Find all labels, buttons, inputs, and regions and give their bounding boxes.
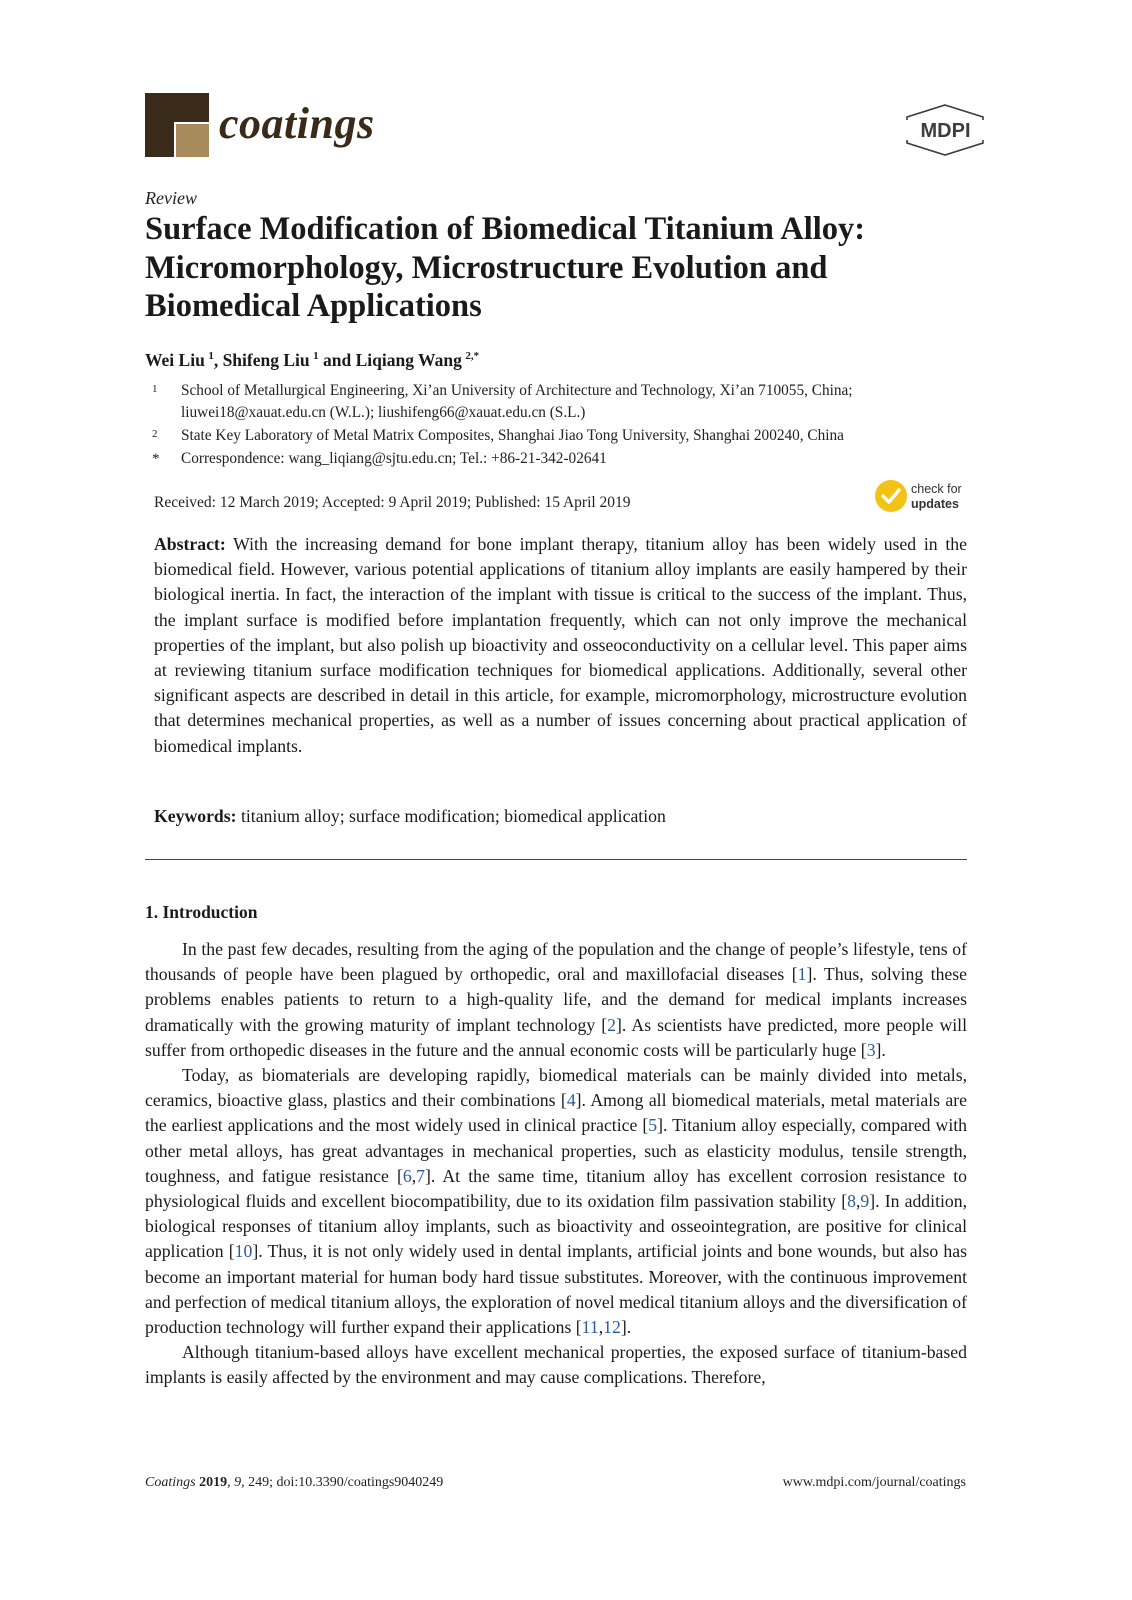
citation-link[interactable]: 8 [847, 1191, 856, 1212]
body-paragraph [145, 1340, 967, 1390]
body-paragraph [145, 937, 967, 1063]
body-text-run: ]. At the same time, titanium alloy has excellent corrosion resistance to physiological fluids and excellent biocompatibility, due to its oxidation film passivation stability [ [145, 1165, 967, 1212]
footer-volume: 9 [234, 1475, 242, 1490]
logo-light-square [174, 122, 209, 157]
abstract-text: With the increasing demand for bone implant therapy, titanium alloy has been widely used in the biomedical field. However, various potential applications of titanium alloy implants are easily hampered by their biological inertia. In fact, the interaction of the implant with tissue is critical to the success of the implant. Thus, the implant surface is modified before implantation frequently, which can not only improve the mechanical properties of the implant, but also polish up bioactivity and osseoconductivity on a cellular level. This paper aims at reviewing titanium surface modification techniques for biomedical applications. Additionally, several other significant aspects are described in detail in this article, for example, micromorphology, microstructure evolution that determines mechanical properties, as well as a number of issues concerning about practical application of biomedical implants. [154, 534, 967, 756]
article-title [145, 210, 1025, 326]
check-for-updates-button[interactable] [875, 480, 975, 516]
checkmark-icon [875, 480, 907, 512]
footer-url[interactable]: www.mdpi.com/journal/coatings [782, 1475, 966, 1490]
citation-link[interactable]: 12 [603, 1317, 621, 1338]
author-separator: , [213, 350, 223, 370]
body-text-run: ]. [620, 1317, 632, 1338]
mdpi-logo-text: MDPI [920, 120, 971, 142]
citation-link[interactable]: 10 [234, 1241, 253, 1262]
affiliation-mark: 1 [152, 383, 158, 395]
footer-year: 2019 [199, 1475, 228, 1490]
title-line: Surface Modification of Biomedical Titanium Alloy: [145, 211, 866, 247]
citation-link[interactable]: 3 [866, 1039, 876, 1060]
footer-citation: Coatings 2019, 9, 249; doi:10.3390/coatings9040249 [145, 1475, 444, 1490]
author-separator: and [318, 350, 356, 370]
check-for-updates-line1: check for [911, 482, 962, 496]
affiliation-mark: * [152, 451, 160, 467]
section-divider [145, 859, 967, 860]
citation-link[interactable]: 11 [581, 1317, 599, 1338]
body-text [145, 937, 967, 1391]
abstract [154, 532, 967, 759]
body-text-run: ]. Thus, it is not only widely used in dental implants, artificial joints and bone wounds, but also has become an important material for human body hard tissue substitutes. Moreover, with the continuous improvement and perfection of medical titanium alloys, the exploration of novel medical titanium alloys and the diversification of production technology will further expand their applications [ [145, 1241, 967, 1338]
footer-journal: Coatings [145, 1475, 196, 1490]
journal-logo-mark [145, 93, 209, 157]
keywords-label: Keywords: [154, 806, 237, 826]
check-for-updates-line2: updates [911, 497, 959, 511]
keywords [154, 806, 666, 827]
journal-name: coatings [219, 99, 375, 148]
author-list [145, 350, 479, 371]
affiliation-mark: 2 [152, 428, 158, 440]
citation-link[interactable]: 1 [797, 964, 807, 985]
citation-link[interactable]: 2 [607, 1014, 617, 1035]
affiliation-line: State Key Laboratory of Metal Matrix Composites, Shanghai Jiao Tong University, Shanghai 200240, China [181, 427, 844, 444]
abstract-label: Abstract: [154, 534, 226, 554]
title-line: Micromorphology, Microstructure Evolution and [145, 249, 828, 286]
author-affiliation-mark: 1 [208, 350, 214, 363]
affiliation-line: liuwei18@xauat.edu.cn (W.L.); liushifeng66@xauat.edu.cn (S.L.) [181, 404, 586, 421]
citation-link[interactable]: 7 [416, 1165, 425, 1186]
citation-link[interactable]: 5 [648, 1115, 658, 1136]
title-line: Biomedical Applications [145, 288, 482, 324]
section-heading: 1. Introduction [145, 902, 258, 922]
author-name[interactable]: Shifeng Liu [222, 350, 310, 370]
author-affiliation-mark: 2,* [465, 350, 480, 363]
body-paragraph [145, 1063, 967, 1340]
body-text-run: Although titanium-based alloys have excellent mechanical properties, the exposed surface of titanium-based implants is easily affected by the environment and may cause complications. Therefore, [145, 1342, 967, 1388]
article-type: Review [145, 188, 197, 208]
body-text-run: ]. In addition, biological responses of titanium alloy implants, such as bioactivity and osseointegration, are positive for clinical application [ [145, 1191, 968, 1262]
citation-link[interactable]: 4 [566, 1090, 576, 1111]
body-text-run: ]. Titanium alloy especially, compared with other metal alloys, has great advantages in mechanical properties, such as elasticity modulus, tensile strength, toughness, and fatigue resistance [ [145, 1115, 967, 1186]
body-text-run: ]. As scientists have predicted, more people will suffer from orthopedic diseases in the future and the annual economic costs will be particularly huge [ [145, 1014, 967, 1060]
publication-dates: Received: 12 March 2019; Accepted: 9 April 2019; Published: 15 April 2019 [154, 494, 631, 511]
author-name[interactable]: Wei Liu [145, 350, 205, 370]
body-text-run: ]. Among all biomedical materials, metal materials are the earliest applications and the most widely used in clinical practice [ [145, 1090, 967, 1136]
author-name[interactable]: Liqiang Wang [355, 350, 462, 370]
footer-doi: , 249; doi:10.3390/coatings9040249 [241, 1475, 444, 1490]
affiliation-line: Correspondence: wang_liqiang@sjtu.edu.cn; Tel.: +86-21-342-02641 [181, 450, 607, 467]
body-text-run: ]. Thus, solving these problems enables patients to return to a high-quality life, and the demand for medical implants increases dramatically with the growing maturity of implant technology [ [145, 964, 968, 1035]
citation-link[interactable]: 6 [402, 1165, 412, 1186]
author-affiliation-mark: 1 [313, 350, 319, 363]
body-text-run: , [855, 1191, 861, 1212]
body-text-run: Today, as biomaterials are developing rapidly, biomedical materials can be mainly divided into metals, ceramics, bioactive glass, plastics and their combinations [ [145, 1065, 967, 1111]
body-text-run: In the past few decades, resulting from the aging of the population and the change of people’s lifestyle, tens of thousands of people have been plagued by orthopedic, oral and maxillofacial diseases [ [145, 939, 967, 985]
keywords-text: titanium alloy; surface modification; biomedical application [240, 806, 666, 826]
mdpi-logo-icon [903, 103, 988, 157]
body-text-run: ]. [875, 1039, 886, 1060]
body-text-run: , [598, 1317, 604, 1338]
citation-link[interactable]: 9 [860, 1191, 870, 1212]
affiliation-line: School of Metallurgical Engineering, Xi’an University of Architecture and Technology, Xi’an 710055, China; [181, 382, 853, 399]
body-text-run: , [411, 1165, 417, 1186]
